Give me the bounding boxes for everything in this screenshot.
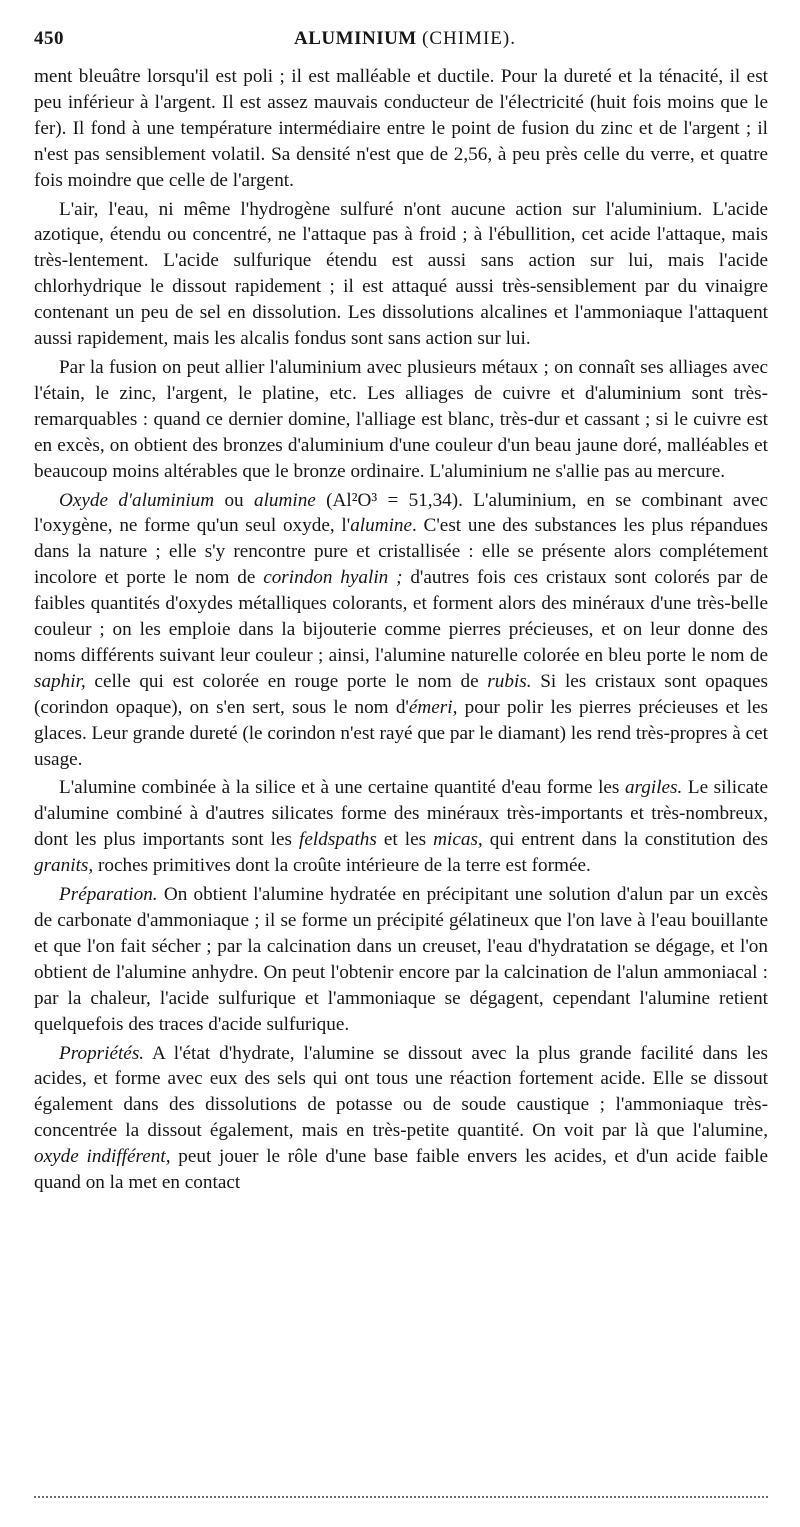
paragraph-metal-properties: ment bleuâtre lorsqu'il est poli ; il est malléable et ductile. Pour la dureté et la ténacité, il est peu inférieur à l'argent. Il est assez mauvais conducteur de l'électricité (huit fois moins que le fer). Il fond à une température intermédiaire entre le point de fusion du zinc et de l'argent ; il n'est pas sensiblement volatil. Sa densité n'est que de 2,56, à peu près celle du verre, et quatre fois moindre que celle de l'argent. xyxy=(34,66,768,191)
running-title-subtitle: (CHIMIE). xyxy=(422,28,516,49)
micas-term: micas, xyxy=(433,829,483,851)
paragraph-chemical-action: L'air, l'eau, ni même l'hydrogène sulfuré n'ont aucune action sur l'aluminium. L'acide azotique, étendu ou concentré, ne l'attaque pas à froid ; à l'ébullition, cet acide l'attaque, mais très-lentement. L'acide sulfurique étendu est aussi sans action sur lui, mais l'acide chlorhydrique le dissout rapidement ; il est attaqué aussi très-sensiblement par du vinaigre contenant un peu de sel en dissolution. Les dissolutions alcalines et l'ammoniaque l'attaquent aussi rapidement, mais les alcalis fondus sont sans action sur lui. xyxy=(34,198,768,350)
ou-text: ou xyxy=(214,489,254,511)
paragraph-proprietes xyxy=(34,1041,768,1196)
preparation-text: On obtient l'alumine hydratée en précipitant une solution d'alun par un excès de carbonate d'ammoniaque ; il se forme un précipité gélatineux que l'on lave à l'eau bouillante et que l'on fait sécher ; par la calcination dans un creuset, l'eau d'hydratation se dégage, et l'on obtient de l'alumine anhydre. On peut l'obtenir encore par la calcination de l'alun ammoniacal : par la chaleur, l'acide sulfurique et l'ammoniaque se dégagent, cependant l'alumine retient quelquefois des traces d'acide sulfurique. xyxy=(34,884,768,1035)
oxyde-text-1: L'aluminium, en se combinant avec l'oxygène, ne forme qu'un seul oxyde, l' xyxy=(34,489,769,537)
page-header xyxy=(34,28,768,64)
corindon-term: corindon hyalin ; xyxy=(263,567,403,589)
running-title xyxy=(34,28,768,50)
saphir-term: saphir, xyxy=(34,670,86,692)
oxyde-text-5: Si les cristaux sont opaques (corindon opaque), on s'en sert, sous le nom d' xyxy=(34,670,768,718)
oxyde-text-6: pour polir les pierres précieuses et les glaces. Leur grande dureté (le corindon n'est rayé que par le diamant) les rend très-propres à cet usage. xyxy=(34,696,769,770)
oxyde-text-4: celle qui est colorée en rouge porte le nom de xyxy=(85,670,488,692)
argiles-term: argiles. xyxy=(624,777,683,799)
alumine-label: alumine xyxy=(254,489,316,511)
proprietes-text-1: A l'état d'hydrate, l'alumine se dissout avec la plus grande facilité dans les acides, et forme avec eux des sels qui ont tous une réaction fortement acide. Elle se dissout également dans des dissolutions de potasse ou de soude caustique ; l'ammoniaque très-concentrée la dissout également, mais en très-petite quantité. On voit par là que l'alumine, xyxy=(34,1042,768,1142)
silicates-text-1: L'alumine combinée à la silice et à une certaine quantité d'eau forme les xyxy=(59,777,625,799)
paragraph-alloys: Par la fusion on peut allier l'aluminium avec plusieurs métaux ; on connaît ses alliages avec l'étain, le zinc, l'argent, le platine, etc. Les alliages de cuivre et d'aluminium sont très-remarquables : quand ce dernier domine, l'alliage est blanc, très-dur et cassant ; si le cuivre est en excès, on obtient des bronzes d'aluminium d'une couleur d'un beau jaune doré, malléables et beaucoup moins altérables que le bronze ordinaire. L'aluminium ne s'allie pas au mercure. xyxy=(34,356,768,482)
oxyde-text-3: d'autres fois ces cristaux sont colorés par de faibles quantités d'oxydes métalliques colorants, et forment alors des minéraux d'une très-belle couleur ; on les emploie dans la bijouterie comme pierres précieuses, et on leur donne des noms différents suivant leur couleur ; ainsi, l'alumine naturelle colorée en bleu porte le nom de xyxy=(34,567,768,666)
page-number: 450 xyxy=(34,28,64,49)
silicates-text-2: Le silicate d'alumine combiné à d'autres silicates forme des minéraux très-importants et très-nombreux, dont les plus importants sont les xyxy=(34,777,768,851)
proprietes-heading: Propriétés. xyxy=(59,1042,145,1064)
paragraph-preparation xyxy=(34,882,768,1037)
running-title-main: ALUMINIUM xyxy=(294,28,417,49)
silicates-text-4: qui entrent dans la constitution des xyxy=(482,829,768,851)
alumine-term: alumine xyxy=(350,515,413,537)
emeri-term: émeri, xyxy=(408,696,458,718)
oxyde-label: Oxyde d'aluminium xyxy=(59,489,215,511)
page xyxy=(34,28,768,1196)
proprietes-text-2: peut jouer le rôle d'une base faible envers les acides, et d'un acide faible quand on la met en contact xyxy=(34,1146,769,1194)
rubis-term: rubis. xyxy=(487,670,532,692)
silicates-text-5: roches primitives dont la croûte intérieure de la terre est formée. xyxy=(93,855,591,877)
feldspaths-term: feldspaths xyxy=(299,829,377,851)
silicates-text-3: et les xyxy=(376,829,434,851)
oxyde-indifferent-term: oxyde indifférent, xyxy=(34,1146,171,1168)
footer-dotted-rule xyxy=(34,1496,768,1498)
preparation-heading: Préparation. xyxy=(59,884,158,906)
body-text xyxy=(34,64,768,1196)
granits-term: granits, xyxy=(34,855,94,877)
paragraph-oxyde xyxy=(34,488,768,773)
oxyde-text-2: . C'est une des substances les plus répandues dans la nature ; elle s'y rencontre pure et cristallisée : elle se présente alors complétement incolore et porte le nom de xyxy=(34,515,768,589)
paragraph-silicates xyxy=(34,775,768,879)
alumina-formula: (Al²O³ = 51,34). xyxy=(315,489,474,511)
